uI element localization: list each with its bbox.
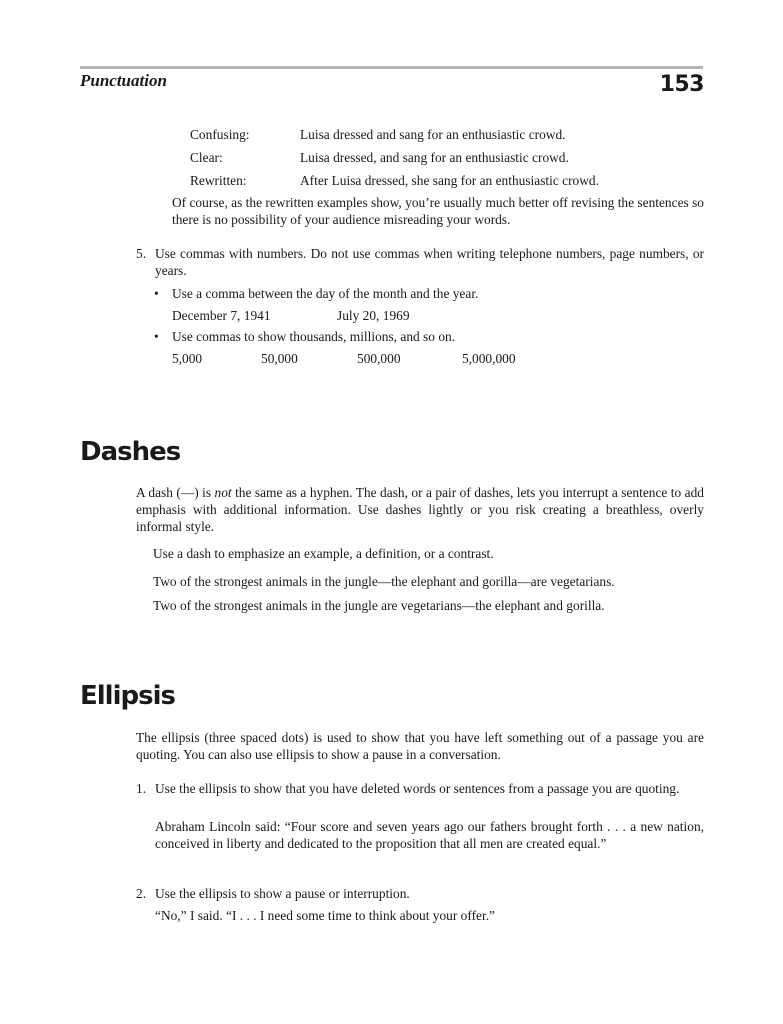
bullet-2-text: Use commas to show thousands, millions, and so on.: [172, 329, 456, 344]
bullet-1-text: Use a comma between the day of the month and the year.: [172, 286, 479, 301]
dashes-example-1: Two of the strongest animals in the jungle—the elephant and gorilla—are vegetarians.: [153, 574, 615, 589]
dashes-intro-post: the same as a hyphen. The dash, or a pair of dashes, lets you interrupt a sentence to add emphasis with additional information. Use dashes lightly or you risk creating a breathless, overly informal style.: [136, 485, 704, 534]
dashes-intro-emphasis: not: [214, 485, 232, 500]
dashes-example-2: Two of the strongest animals in the jungle are vegetarians—the elephant and gorilla.: [153, 598, 605, 613]
example-label-rewritten: Rewritten:: [190, 173, 247, 188]
of-course-paragraph: Of course, as the rewritten examples show, you’re usually much better off revising the sentences so there is no possibility of your audience misreading your words.: [172, 195, 704, 227]
date-example-2: July 20, 1969: [337, 308, 410, 323]
ellipsis-item-1-number: 1.: [136, 781, 147, 796]
example-text-clear: Luisa dressed, and sang for an enthusiastic crowd.: [300, 150, 569, 165]
dashes-heading: Dashes: [80, 437, 181, 467]
example-text-rewritten: After Luisa dressed, she sang for an enthusiastic crowd.: [300, 173, 599, 188]
ellipsis-item-2-example: “No,” I said. “I . . . I need some time to think about your offer.”: [155, 908, 496, 923]
item-5-number: 5.: [136, 246, 147, 261]
number-example-3: 500,000: [357, 351, 401, 366]
ellipsis-intro: The ellipsis (three spaced dots) is used to show that you have left something out of a passage you are quoting. You can also use ellipsis to show a pause in a conversation.: [136, 730, 704, 762]
number-example-4: 5,000,000: [462, 351, 516, 366]
dashes-intro: [136, 484, 704, 535]
ellipsis-item-2-text: Use the ellipsis to show a pause or interruption.: [155, 886, 410, 901]
ellipsis-item-1-example: Abraham Lincoln said: “Four score and seven years ago our fathers brought forth . . . a new nation, conceived in liberty and dedicated to the proposition that all men are created equal.”: [155, 819, 704, 851]
item-5-text: Use commas with numbers. Do not use commas when writing telephone numbers, page numbers, or years.: [155, 246, 704, 278]
number-example-1: 5,000: [172, 351, 203, 366]
bullet-2-glyph: •: [154, 329, 159, 344]
header-rule: [80, 66, 703, 69]
date-example-1: December 7, 1941: [172, 308, 271, 323]
ellipsis-heading: Ellipsis: [80, 681, 175, 711]
example-text-confusing: Luisa dressed and sang for an enthusiastic crowd.: [300, 127, 566, 142]
page-number: 153: [659, 72, 704, 97]
example-label-confusing: Confusing:: [190, 127, 250, 142]
ellipsis-item-2-number: 2.: [136, 886, 147, 901]
number-example-2: 50,000: [261, 351, 298, 366]
running-head: Punctuation: [80, 71, 167, 90]
ellipsis-item-1-text: Use the ellipsis to show that you have deleted words or sentences from a passage you are quoting.: [155, 781, 680, 796]
example-label-clear: Clear:: [190, 150, 223, 165]
dashes-intro-pre: A dash (—) is: [136, 485, 215, 500]
bullet-1-glyph: •: [154, 286, 159, 301]
dashes-rule: Use a dash to emphasize an example, a definition, or a contrast.: [153, 546, 494, 561]
